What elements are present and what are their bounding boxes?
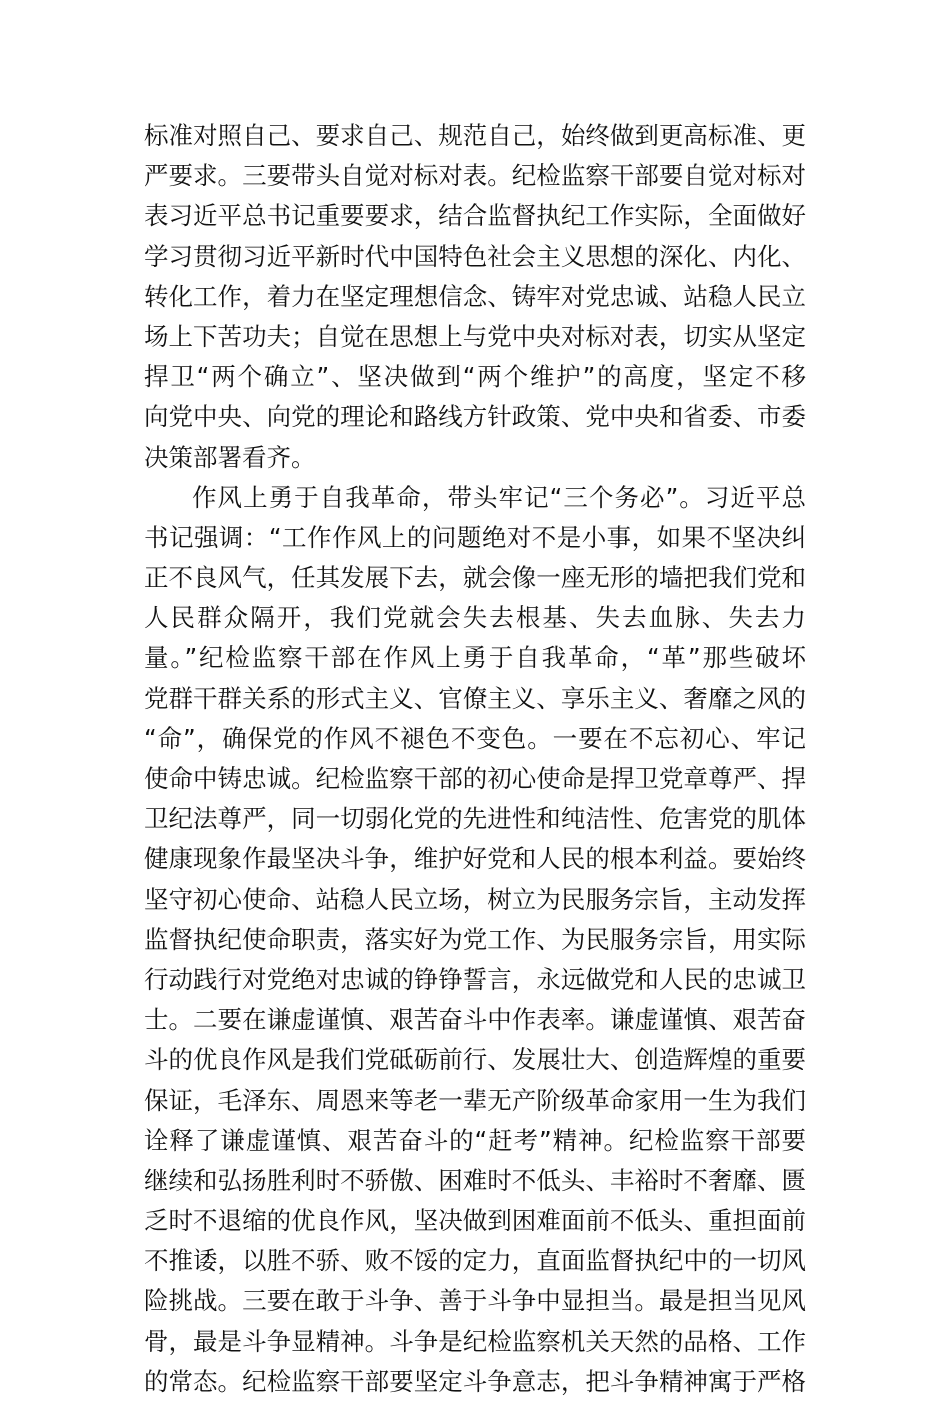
text-line: “命”，确保党的作风不褪色不变色。一要在不忘初心、牢记	[144, 723, 806, 753]
text-line: 严要求。三要带头自觉对标对表。纪检监察干部要自觉对标对	[144, 161, 806, 191]
text-line: 学习贯彻习近平新时代中国特色社会主义思想的深化、内化、	[144, 241, 806, 271]
text-line: 作风上勇于自我革命，带头牢记“三个务必”。习近平总	[192, 482, 806, 512]
text-line: 转化工作，着力在坚定理想信念、铸牢对党忠诚、站稳人民立	[144, 281, 806, 311]
text-line: 表习近平总书记重要要求，结合监督执纪工作实际，全面做好	[144, 201, 806, 231]
text-line: 卫纪法尊严，同一切弱化党的先进性和纯洁性、危害党的肌体	[144, 804, 806, 834]
text-line: 量。”纪检监察干部在作风上勇于自我革命，“革”那些破坏	[144, 643, 806, 673]
text-line: 向党中央、向党的理论和路线方针政策、党中央和省委、市委	[144, 402, 806, 432]
text-line: 的常态。纪检监察干部要坚定斗争意志，把斗争精神寓于严格	[144, 1366, 806, 1396]
text-line: 使命中铸忠诚。纪检监察干部的初心使命是捍卫党章尊严、捍	[144, 764, 806, 793]
text-line: 健康现象作最坚决斗争，维护好党和人民的根本利益。要始终	[144, 844, 806, 874]
text-line: 标准对照自己、要求自己、规范自己，始终做到更高标准、更	[144, 121, 806, 150]
document-body	[144, 116, 806, 1402]
text-line: 监督执纪使命职责，落实好为党工作、为民服务宗旨，用实际	[144, 924, 806, 954]
text-line: 行动践行对党绝对忠诚的铮铮誓言，永远做党和人民的忠诚卫	[144, 964, 806, 994]
text-line: 险挑战。三要在敢于斗争、善于斗争中显担当。最是担当见风	[144, 1286, 806, 1316]
text-line: 保证，毛泽东、周恩来等老一辈无产阶级革命家用一生为我们	[144, 1085, 806, 1115]
text-line: 正不良风气，任其发展下去，就会像一座无形的墙把我们党和	[144, 563, 806, 593]
text-line: 场上下苦功夫；自觉在思想上与党中央对标对表，切实从坚定	[144, 321, 806, 351]
text-line: 坚守初心使命、站稳人民立场，树立为民服务宗旨，主动发挥	[144, 884, 806, 914]
text-line: 人民群众隔开，我们党就会失去根基、失去血脉、失去力	[144, 603, 806, 633]
text-line: 捍卫“两个确立”、坚决做到“两个维护”的高度，坚定不移	[144, 362, 806, 392]
text-line: 乏时不退缩的优良作风，坚决做到困难面前不低头、重担面前	[144, 1206, 806, 1236]
text-line: 不推诿，以胜不骄、败不馁的定力，直面监督执纪中的一切风	[144, 1246, 806, 1276]
text-line: 斗的优良作风是我们党砥砺前行、发展壮大、创造辉煌的重要	[144, 1045, 806, 1075]
text-line: 党群干群关系的形式主义、官僚主义、享乐主义、奢靡之风的	[144, 683, 806, 713]
text-line: 决策部署看齐。	[144, 442, 316, 472]
text-line: 士。二要在谦虚谨慎、艰苦奋斗中作表率。谦虚谨慎、艰苦奋	[144, 1005, 806, 1035]
text-line: 骨，最是斗争显精神。斗争是纪检监察机关天然的品格、工作	[144, 1326, 806, 1356]
text-line: 继续和弘扬胜利时不骄傲、困难时不低头、丰裕时不奢靡、匮	[144, 1165, 806, 1195]
text-line: 书记强调：“工作作风上的问题绝对不是小事，如果不坚决纠	[144, 522, 806, 552]
paragraph-2	[144, 478, 806, 1402]
text-line: 诠释了谦虚谨慎、艰苦奋斗的“赶考”精神。纪检监察干部要	[144, 1125, 806, 1155]
paragraph-1	[144, 116, 806, 478]
